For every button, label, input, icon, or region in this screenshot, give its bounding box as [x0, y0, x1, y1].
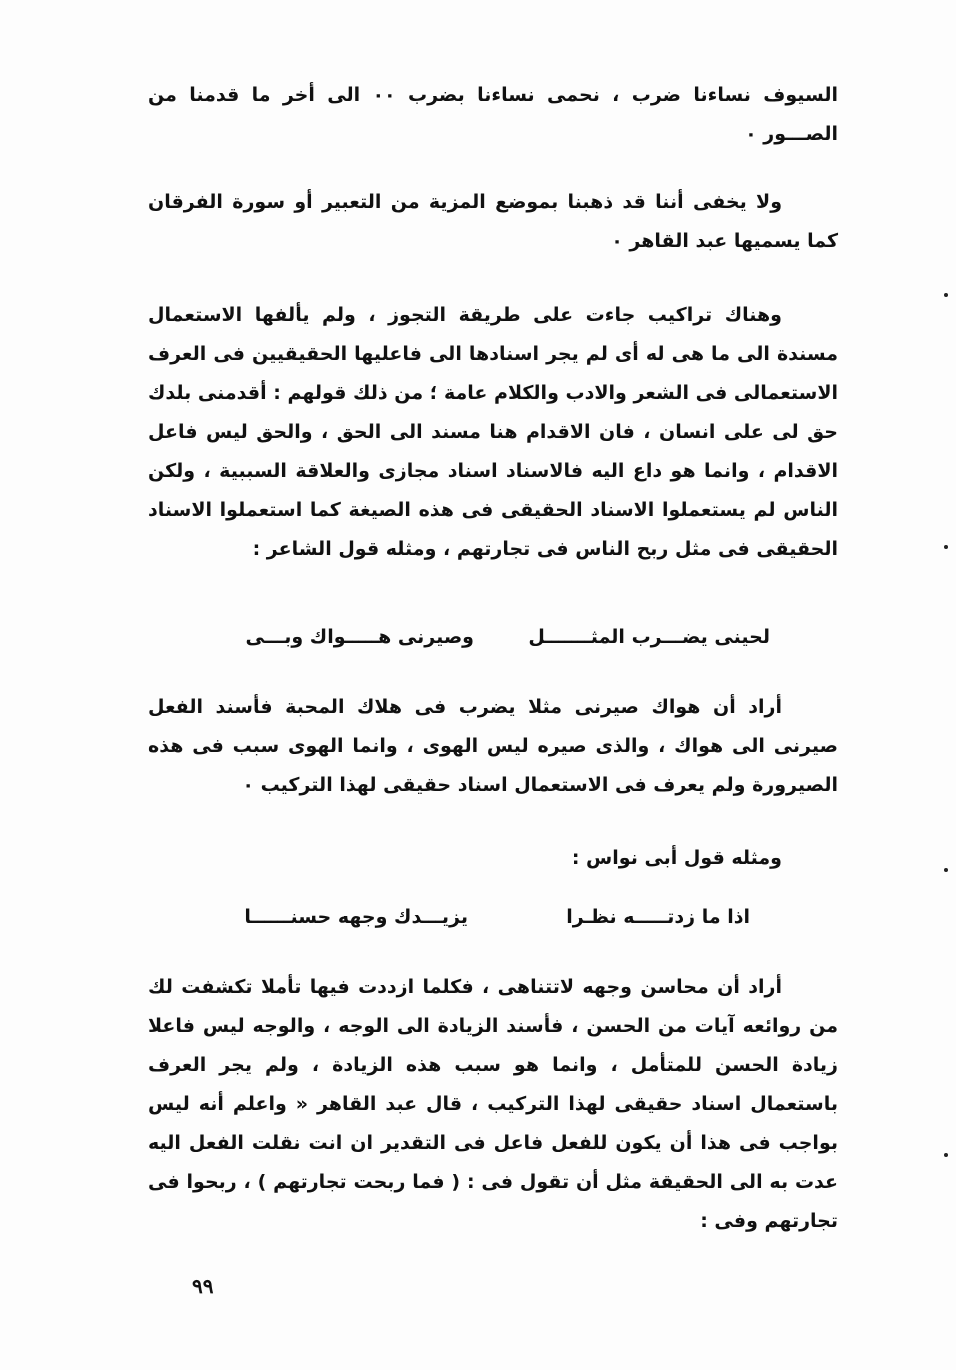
verse-1-second-hemistich: لحينى يضـــرب المثـــــــل: [528, 626, 770, 648]
margin-dot: [944, 545, 948, 549]
margin-dot: [944, 868, 948, 872]
paragraph-6: أراد أن محاسن وجهه لاتتناهى ، فكلما ازددت فيها تأملا تكشفت لك من روائعه آيات من الحسن ، فأسند الزيادة الى الوجه ، والوجه ليس فاعلا زيادة الحسن للمتأمل ، وانما هو سبب هذه الزيادة ، ولم يجر العرف باستعمال اسناد حقيقى لهذا التركيب ، قال عبد القاهر « واعلم أنه ليس بواجب فى هذا أن يكون للفعل فاعل فى التقدير ان انت نقلت الفعل اليه عدت به الى الحقيقة مثل أن تقول فى : ( فما ربحت تجارتهم ) ، ربحوا فى تجارتهم وفى :: [148, 976, 838, 1232]
paragraph-2: ولا يخفى أننا قد ذهبنا بموضع المزية من التعبير أو سورة الفرقان كما يسميها عبد القاهر ٠: [148, 191, 838, 252]
verse-1-first-hemistich: وصيرنى هـــــواك وبـــى: [245, 626, 474, 648]
paragraph-1: السيوف نساءنا ضرب ، نحمى نساءنا بضرب ٠٠ الى أخر ما قدمنا من الصـــور ٠: [148, 84, 838, 145]
paragraph-5: ومثله قول أبى نواس :: [571, 847, 782, 869]
paragraph-4: أراد أن هواك صيرنى مثلا يضرب فى هلاك المحبة فأسند الفعل صيرنى الى هواك ، والذى صيره ليس الهوى ، وانما الهوى سبب فى هذه الصيرورة ولم يعرف فى الاستعمال اسناد حقيقى لهذا التركيب ٠: [148, 696, 838, 796]
verse-2-second-hemistich: اذا ما زدتـــــه نظـرا: [566, 906, 750, 928]
margin-dot: [944, 1153, 948, 1157]
margin-dot: [944, 293, 948, 297]
page-number: ٩٩: [192, 1274, 214, 1298]
verse-2-first-hemistich: يزيـــدك وجهه حسنــــــا: [244, 906, 468, 928]
paragraph-3: وهناك تراكيب جاءت على طريقة التجوز ، ولم يألفها الاستعمال مسندة الى ما هى له أى لم يجر اسنادها الى فاعليها الحقيقيين فى العرف الاستعمالى فى الشعر والادب والكلام عامة ؛ من ذلك قولهم : أقدمنى بلدك حق لى على انسان ، فان الاقدام هنا مسند الى الحق ، والحق ليس فاعل الاقدام ، وانما هو داع اليه فالاسناد اسناد مجازى والعلاقة السببية ، ولكن الناس لم يستعملوا الاسناد الحقيقى فى هذه الصيغة كما استعملوا الاسناد الحقيقى فى مثل ربح الناس فى تجارتهم ، ومثله قول الشاعر :: [148, 304, 838, 560]
